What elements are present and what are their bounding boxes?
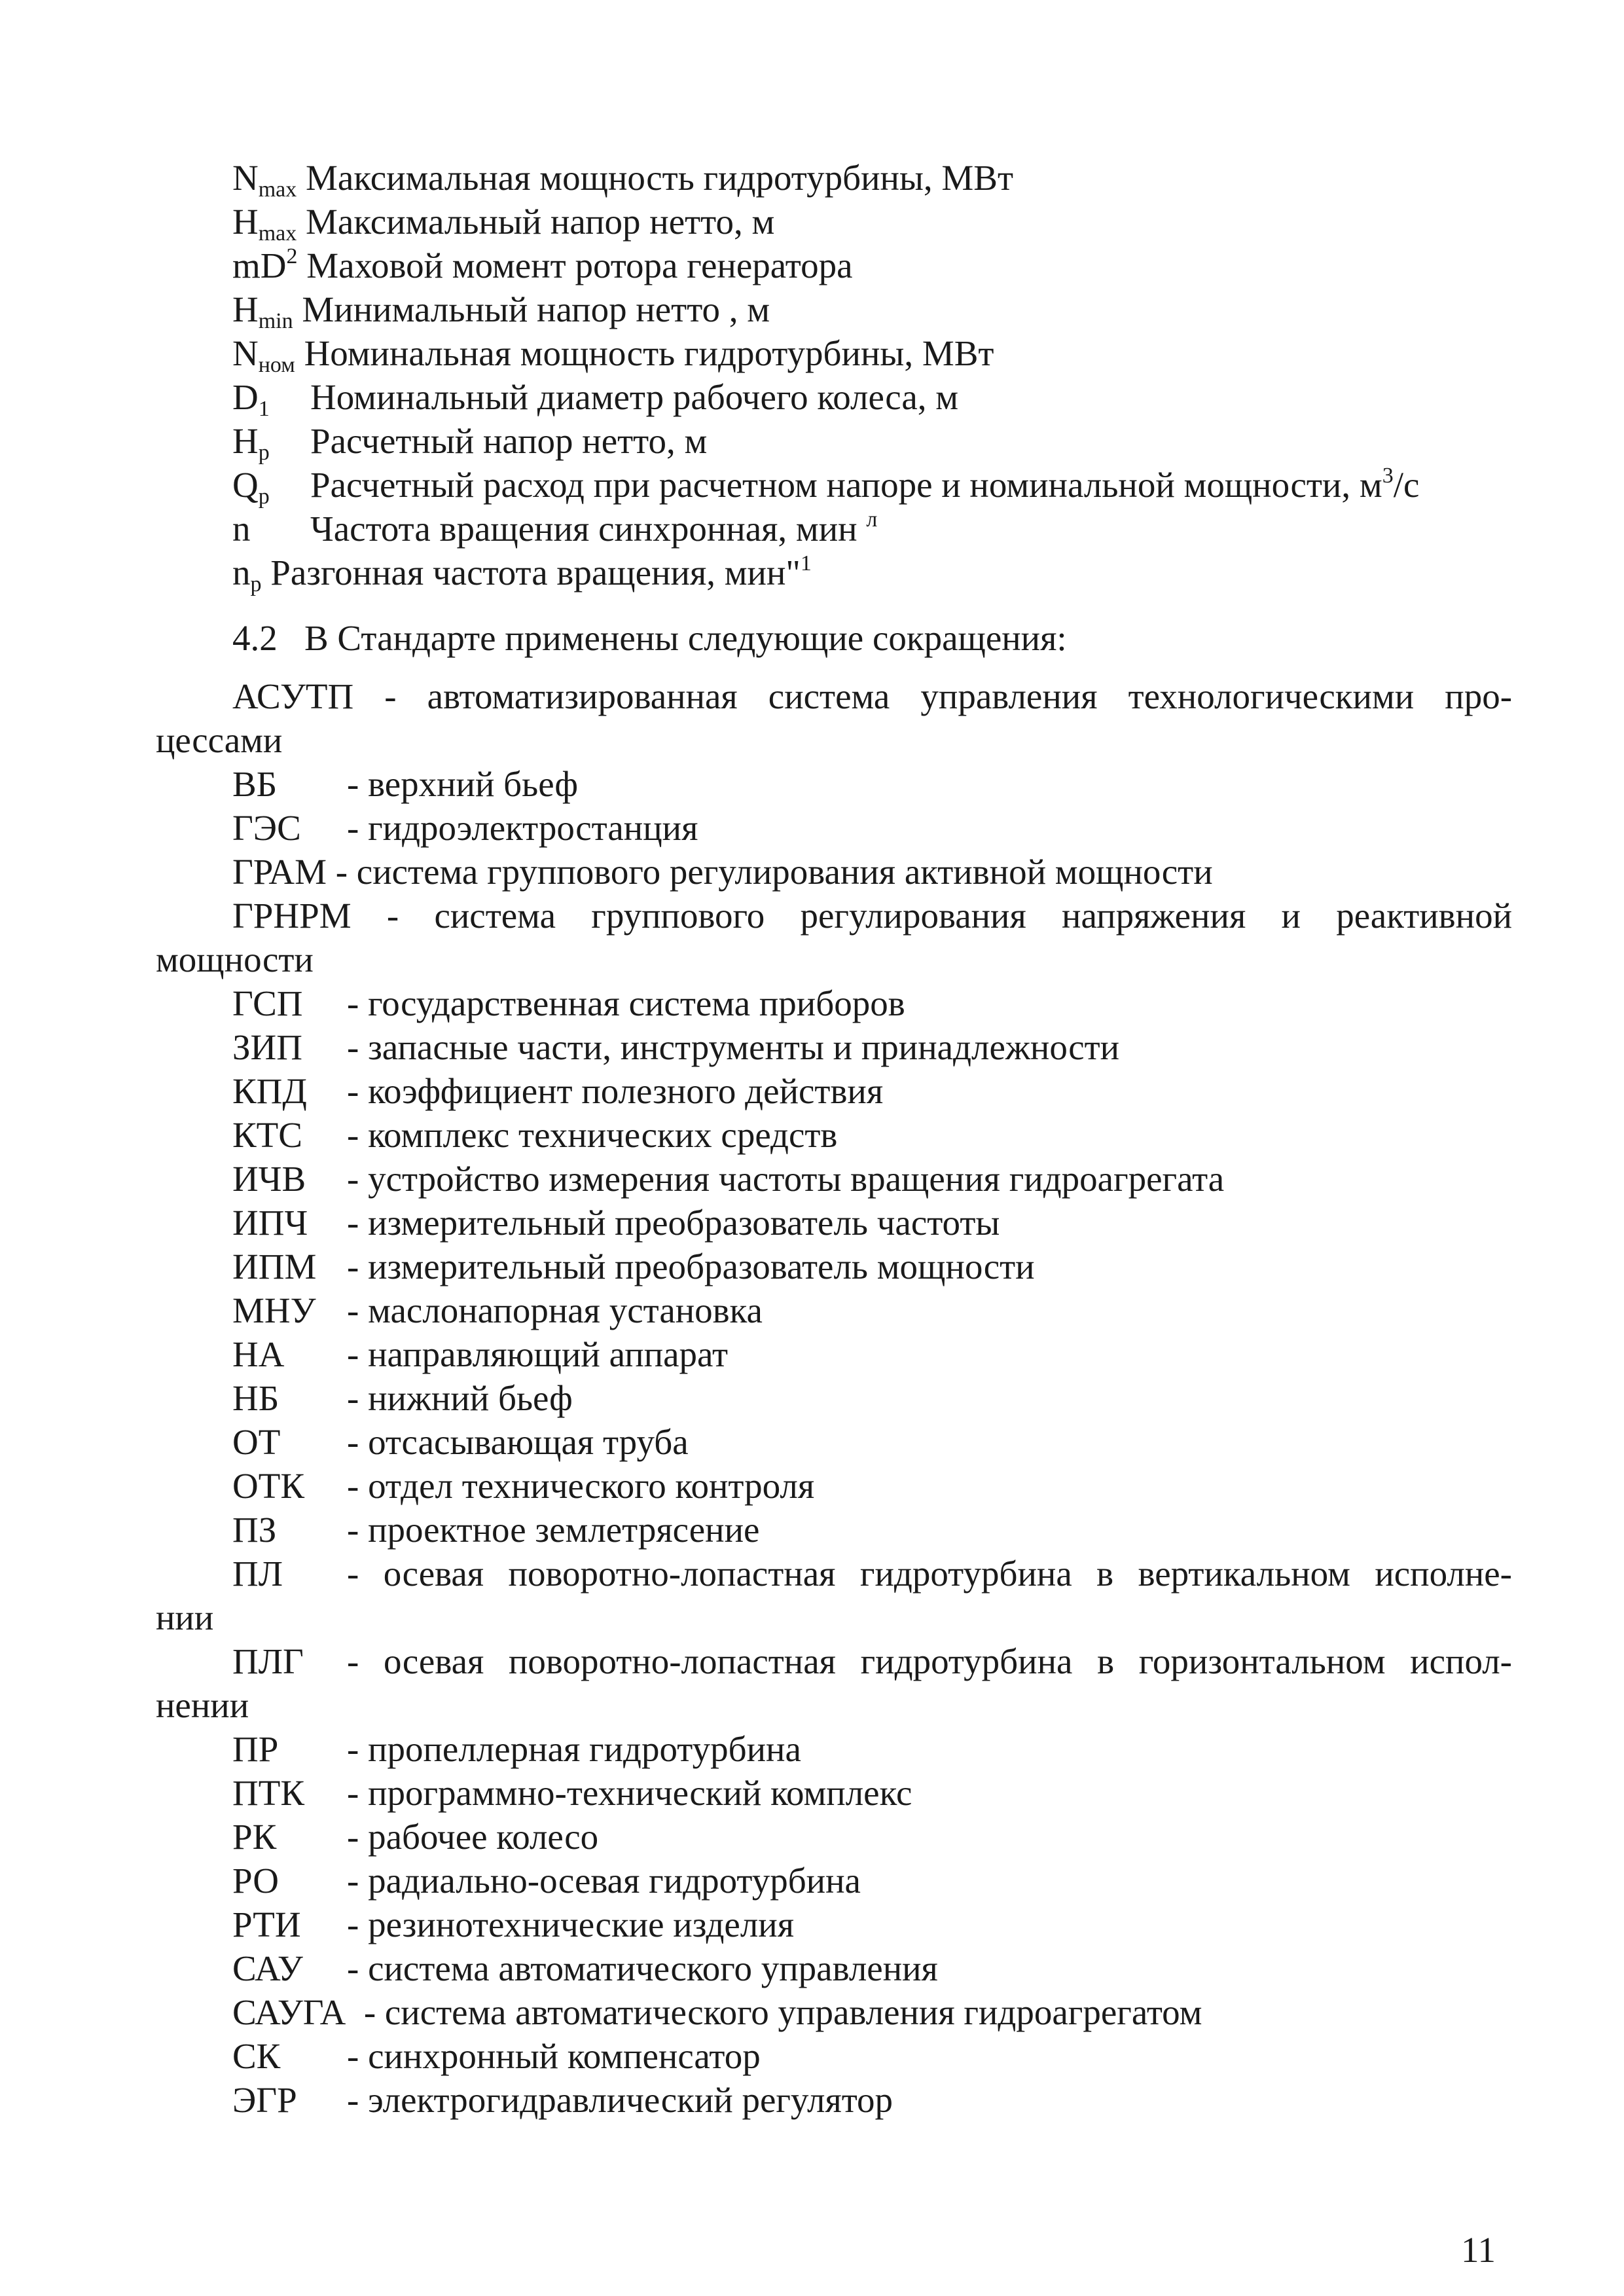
abbreviation-description: - система автоматического управления гидроагрегатом: [363, 1992, 1202, 2032]
symbol-description: Минимальный напор нетто , м: [302, 289, 770, 329]
abbreviation: НА: [232, 1334, 285, 1374]
abbreviation-description: - проектное землетрясение: [347, 1510, 760, 1550]
abbreviation: ГЭС: [232, 808, 301, 848]
abbreviation-description: - программно-технический комплекс: [347, 1773, 912, 1813]
abbreviation-description: - синхронный компенсатор: [347, 2036, 761, 2076]
section-heading: [232, 618, 1067, 659]
abbreviation-description: - система группового регулирования активной мощности: [335, 852, 1213, 892]
abbreviation: ЗИП: [232, 1027, 302, 1067]
abbreviation-description: - пропеллерная гидротурбина: [347, 1729, 801, 1769]
abbreviation: ГРАМ: [232, 852, 327, 892]
abbreviation-continuation: цессами: [156, 720, 283, 760]
abbreviation-description: - система группового регулирования напряжения и реактивной: [386, 896, 1512, 936]
abbreviation: АСУТП: [232, 676, 354, 716]
abbreviation: ИПМ: [232, 1247, 317, 1286]
abbreviation: ПР: [232, 1729, 279, 1769]
symbol-description: Частота вращения синхронная, мин $^л$: [310, 507, 878, 549]
symbol-description: Номинальный диаметр рабочего колеса, м: [310, 377, 959, 417]
abbreviation-description: - верхний бьеф: [347, 764, 578, 804]
abbreviation-description: - система автоматического управления: [347, 1948, 938, 1988]
abbreviation: НБ: [232, 1378, 280, 1418]
abbreviation-description: - измерительный преобразователь частоты: [347, 1203, 1000, 1243]
abbreviation: ГСП: [232, 983, 303, 1023]
abbreviation: РК: [232, 1817, 277, 1857]
abbreviation: ИПЧ: [232, 1203, 308, 1243]
abbreviation-description: - отдел технического контроля: [347, 1466, 815, 1506]
symbol: Qр: [232, 465, 270, 509]
abbreviation-description: - рабочее колесо: [347, 1817, 599, 1857]
abbreviation: ЭГР: [232, 2080, 297, 2120]
abbreviation: КТС: [232, 1115, 302, 1155]
abbreviation-continuation: нии: [156, 1597, 214, 1637]
abbreviation-continuation: нении: [156, 1685, 249, 1725]
symbol: nр: [232, 553, 262, 596]
abbreviation-description: - запасные части, инструменты и принадлежности: [347, 1027, 1120, 1067]
abbreviation: ПЗ: [232, 1510, 277, 1550]
symbol: D1: [232, 377, 270, 421]
symbol-line: [232, 289, 770, 335]
abbreviation: КПД: [232, 1071, 307, 1111]
symbol-line: [232, 202, 774, 247]
symbol: Nном: [232, 333, 295, 377]
abbreviation-description: - осевая поворотно-лопастная гидротурбина в горизонтальном испол-: [347, 1641, 1512, 1681]
symbol-line: [232, 421, 270, 467]
abbreviation: МНУ: [232, 1290, 316, 1330]
abbreviation-description: - осевая поворотно-лопастная гидротурбина в вертикальном исполне-: [347, 1554, 1512, 1594]
abbreviation-description: - государственная система приборов: [347, 983, 905, 1023]
abbreviation-description: - отсасывающая труба: [347, 1422, 689, 1462]
section-title: В Стандарте применены следующие сокращения:: [304, 618, 1067, 658]
symbol: Nmax: [232, 158, 297, 202]
symbol: n: [232, 509, 251, 549]
abbreviation: ИЧВ: [232, 1159, 306, 1199]
section-number: 4.2: [232, 618, 278, 658]
symbol-line: [232, 553, 812, 598]
abbreviation: РО: [232, 1861, 279, 1901]
symbol: $mD^2$: [232, 244, 298, 285]
symbol-description: Маховой момент ротора генератора: [306, 246, 853, 285]
abbreviation-description: - маслонапорная установка: [347, 1290, 763, 1330]
abbreviation: ПЛ: [232, 1554, 283, 1594]
abbreviation-entry: [232, 1992, 1202, 2033]
abbreviation: РТИ: [232, 1904, 301, 1944]
symbol: Hmax: [232, 202, 297, 246]
symbol-line: [232, 509, 251, 549]
abbreviation-description: - радиально-осевая гидротурбина: [347, 1861, 861, 1901]
abbreviation-description: - электрогидравлический регулятор: [347, 2080, 893, 2120]
abbreviation-entry: [232, 852, 1213, 892]
abbreviation: САУ: [232, 1948, 303, 1988]
abbreviation: ОТ: [232, 1422, 281, 1462]
symbol-description: Расчетный напор нетто, м: [310, 421, 708, 461]
abbreviation-description: - гидроэлектростанция: [347, 808, 698, 848]
symbol-line: [232, 333, 994, 379]
abbreviation-continuation: мощности: [156, 939, 314, 979]
abbreviation-description: - направляющий аппарат: [347, 1334, 729, 1374]
abbreviation-description: - коэффициент полезного действия: [347, 1071, 884, 1111]
abbreviation: САУГА: [232, 1992, 346, 2032]
symbol-line: [232, 158, 1013, 204]
abbreviation-description: - комплекс технических средств: [347, 1115, 838, 1155]
abbreviation-description: - устройство измерения частоты вращения гидроагрегата: [347, 1159, 1225, 1199]
abbreviation: ОТК: [232, 1466, 304, 1506]
symbol-description: Максимальная мощность гидротурбины, МВт: [306, 158, 1014, 198]
abbreviation: ГРНРМ: [232, 896, 352, 936]
symbol: Hр: [232, 421, 270, 465]
abbreviation: ПТК: [232, 1773, 304, 1813]
abbreviation-entry: [232, 676, 1512, 717]
symbol-line: [232, 246, 853, 291]
symbol-description: Номинальная мощность гидротурбины, МВт: [304, 333, 994, 373]
symbol-description: Разгонная частота вращения, мин"$^1$: [270, 551, 812, 592]
abbreviation-description: - измерительный преобразователь мощности: [347, 1247, 1035, 1286]
abbreviation-entry: [232, 896, 1512, 936]
symbol-description: Расчетный расход при расчетном напоре и номинальной мощности, $м^3/с$: [310, 464, 1420, 505]
abbreviation: ПЛГ: [232, 1641, 304, 1681]
symbol-description: Максимальный напор нетто, м: [306, 202, 775, 242]
abbreviation-description: - резинотехнические изделия: [347, 1904, 795, 1944]
abbreviation: ВБ: [232, 764, 278, 804]
abbreviation: СК: [232, 2036, 281, 2076]
symbol: Hmin: [232, 289, 293, 333]
page-number: 11: [1461, 2230, 1496, 2270]
abbreviation-description: - нижний бьеф: [347, 1378, 573, 1418]
abbreviation-description: - автоматизированная система управления технологическими про-: [384, 676, 1513, 716]
symbol-line: [232, 377, 270, 423]
symbol-line: [232, 465, 270, 511]
